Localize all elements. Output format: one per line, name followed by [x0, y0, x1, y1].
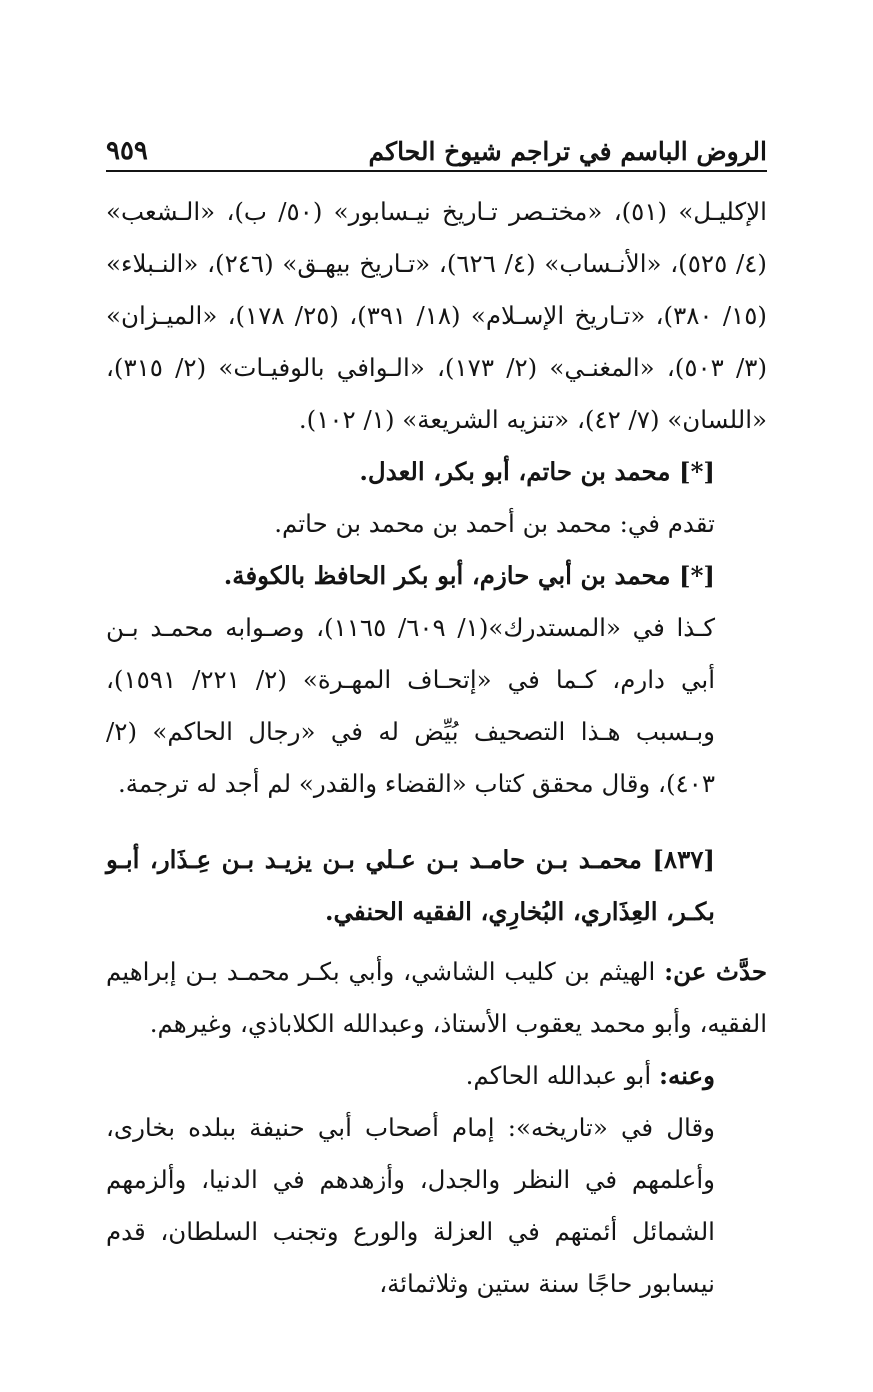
page-content	[106, 186, 767, 1310]
running-title: الروض الباسم في تراجم شيوخ الحاكم	[368, 137, 767, 166]
section-gap	[106, 938, 767, 946]
entry-hatim-heading: [*] محمد بن حاتم، أبو بكر، العدل.	[359, 457, 715, 486]
narrated-from-label: حدَّث عن:	[664, 957, 767, 986]
narrated-from-text: الهيثم بن كليب الشاشي، وأبي بكـر محمـد بـن إبراهيم الفقيه، وأبو محمد يعقوب الأستاذ، وعبدالله الكلاباذي، وغيرهم.	[106, 957, 767, 1038]
narrated-from-paragraph	[106, 946, 767, 1050]
section-gap	[106, 810, 767, 834]
entry-hazim-text: كـذا في «المستدرك»(١/ ٦٠٩/ ١١٦٥)، وصـوابه محمـد بـن أبي دارم، كـما في «إتحـاف المهـرة» (٢/ ٢٢١/ ١٥٩١)، وبـسبب هـذا التصحيف بُيِّض له في «رجال الحاكم» (٢/ ٤٠٣)، وقال محقق كتاب «القضاء والقدر» لم أجد له ترجمة.	[106, 613, 716, 798]
entry-hatim-text: تقدم في: محمد بن أحمد بن محمد بن حاتم.	[274, 509, 715, 538]
history-paragraph: وقال في «تاريخه»: إمام أصحاب أبي حنيفة ببلده بخارى، وأعلمهم في النظر والجدل، وأزهدهم في الدنيا، وألزمهم الشمائل أئمتهم في العزلة والورع وتجنب السلطان، قدم نيسابور حاجًا سنة ستين وثلاثمائة،	[106, 1113, 715, 1298]
sources-paragraph: الإكليـل» (٥١)، «مختـصر تـاريخ نيـسابور» (٥٠/ ب)، «الـشعب» (٤/ ٥٢٥)، «الأنـساب» (٤/ ٦٢٦)، «تـاريخ بيهـق» (٢٤٦)، «النـبلاء» (١٥/ ٣٨٠)، «تـاريخ الإسـلام» (١٨/ ٣٩١)، (٢٥/ ١٧٨)، «الميـزان» (٣/ ٥٠٣)، «المغنـي» (٢/ ١٧٣)، «الـوافي بالوفيـات» (٢/ ٣١٥)، «اللسان» (٧/ ٤٢)، «تنزيه الشريعة» (١/ ١٠٢).	[106, 197, 767, 434]
from-him-text: أبو عبدالله الحاكم.	[465, 1061, 652, 1090]
from-him-paragraph	[106, 1050, 767, 1102]
header-rule	[106, 170, 767, 172]
entry-hazim-heading: [*] محمد بن أبي حازم، أبو بكر الحافظ بالكوفة.	[223, 561, 715, 590]
from-him-label: وعنه:	[658, 1061, 715, 1090]
page-header	[106, 120, 767, 164]
entry-837-heading: [٨٣٧] محمـد بـن حامـد بـن عـلي بـن يزيـد بـن عِـذَار، أبـو بكـر، العِذَاري، البُخارِي، الفقيه الحنفي.	[106, 845, 715, 926]
page-number: ٩٥٩	[106, 136, 148, 166]
